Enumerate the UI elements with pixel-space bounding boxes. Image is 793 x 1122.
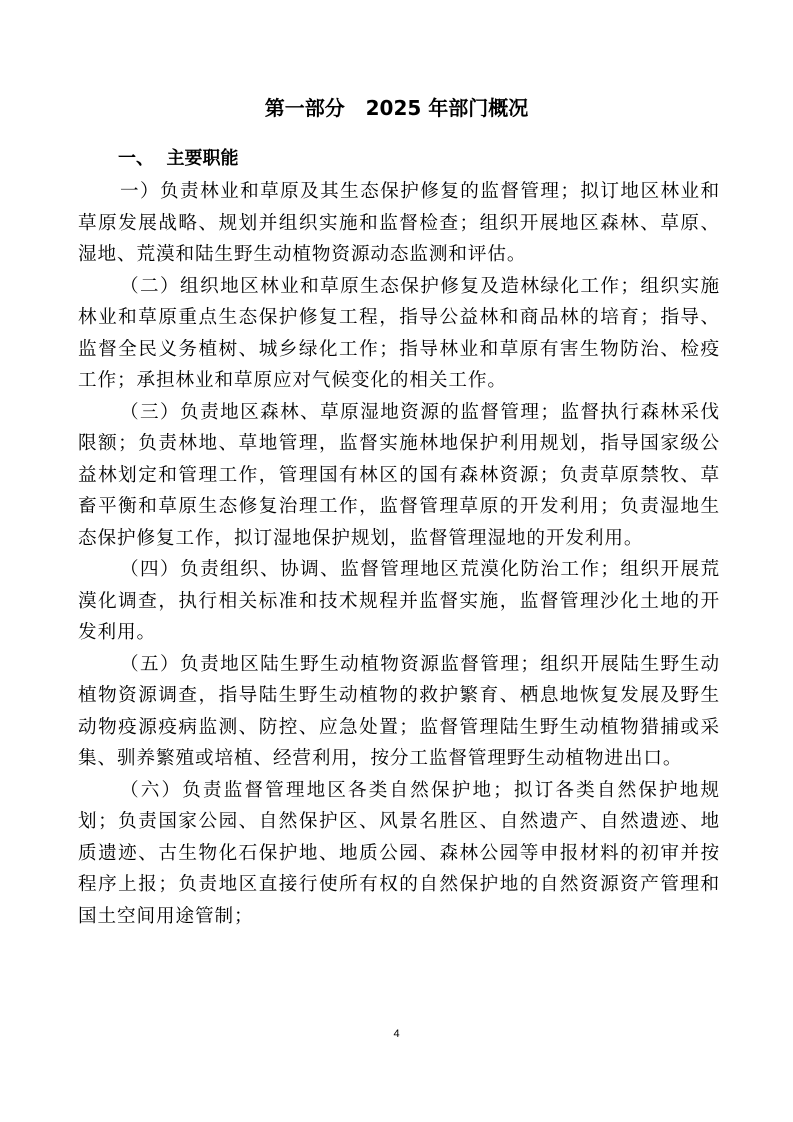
paragraph-5: （五）负责地区陆生野生动植物资源监督管理；组织开展陆生野生动植物资源调查，指导陆生野生动植物的救护繁育、栖息地恢复发展及野生动物疫源疫病监测、防控、应急处置；监督管理陆生野生动植物猎捕或采集、驯养繁殖或培植、经营利用，按分工监督管理野生动植物进出口。 [78,653,720,769]
paragraph-2: （二）组织地区林业和草原生态保护修复及造林绿化工作；组织实施林业和草原重点生态保护修复工程，指导公益林和商品林的培育；指导、监督全民义务植树、城乡绿化工作；指导林业和草原有害生物防治、检疫工作；承担林业和草原应对气候变化的相关工作。 [78,275,720,391]
paragraph-3: （三）负责地区森林、草原湿地资源的监督管理；监督执行森林采伐限额；负责林地、草地管理，监督实施林地保护利用规划，指导国家级公益林划定和管理工作，管理国有林区的国有森林资源；负责草原禁牧、草畜平衡和草原生态修复治理工作，监督管理草原的开发利用；负责湿地生态保护修复工作，拟订湿地保护规划，监督管理湿地的开发利用。 [78,401,720,549]
page-title: 第一部分 2025 年部门概况 [264,96,529,120]
page-number: 4 [393,1028,400,1040]
paragraph-6: （六）负责监督管理地区各类自然保护地；拟订各类自然保护地规划；负责国家公园、自然保护区、风景名胜区、自然遗产、自然遗迹、地质遗迹、古生物化石保护地、地质公园、森林公园等申报材料的初审并按程序上报；负责地区直接行使所有权的自然保护地的自然资源资产管理和国土空间用途管制； [78,779,720,927]
body-text [78,176,720,932]
paragraph-1: 一）负责林业和草原及其生态保护修复的监督管理；拟订地区林业和草原发展战略、规划并组织实施和监督检查；组织开展地区森林、草原、湿地、荒漠和陆生野生动植物资源动态监测和评估。 [78,181,720,265]
paragraph-4: （四）负责组织、协调、监督管理地区荒漠化防治工作；组织开展荒漠化调查，执行相关标准和技术规程并监督实施，监督管理沙化土地的开发利用。 [78,559,720,643]
section-heading: 一、 主要职能 [118,148,239,169]
